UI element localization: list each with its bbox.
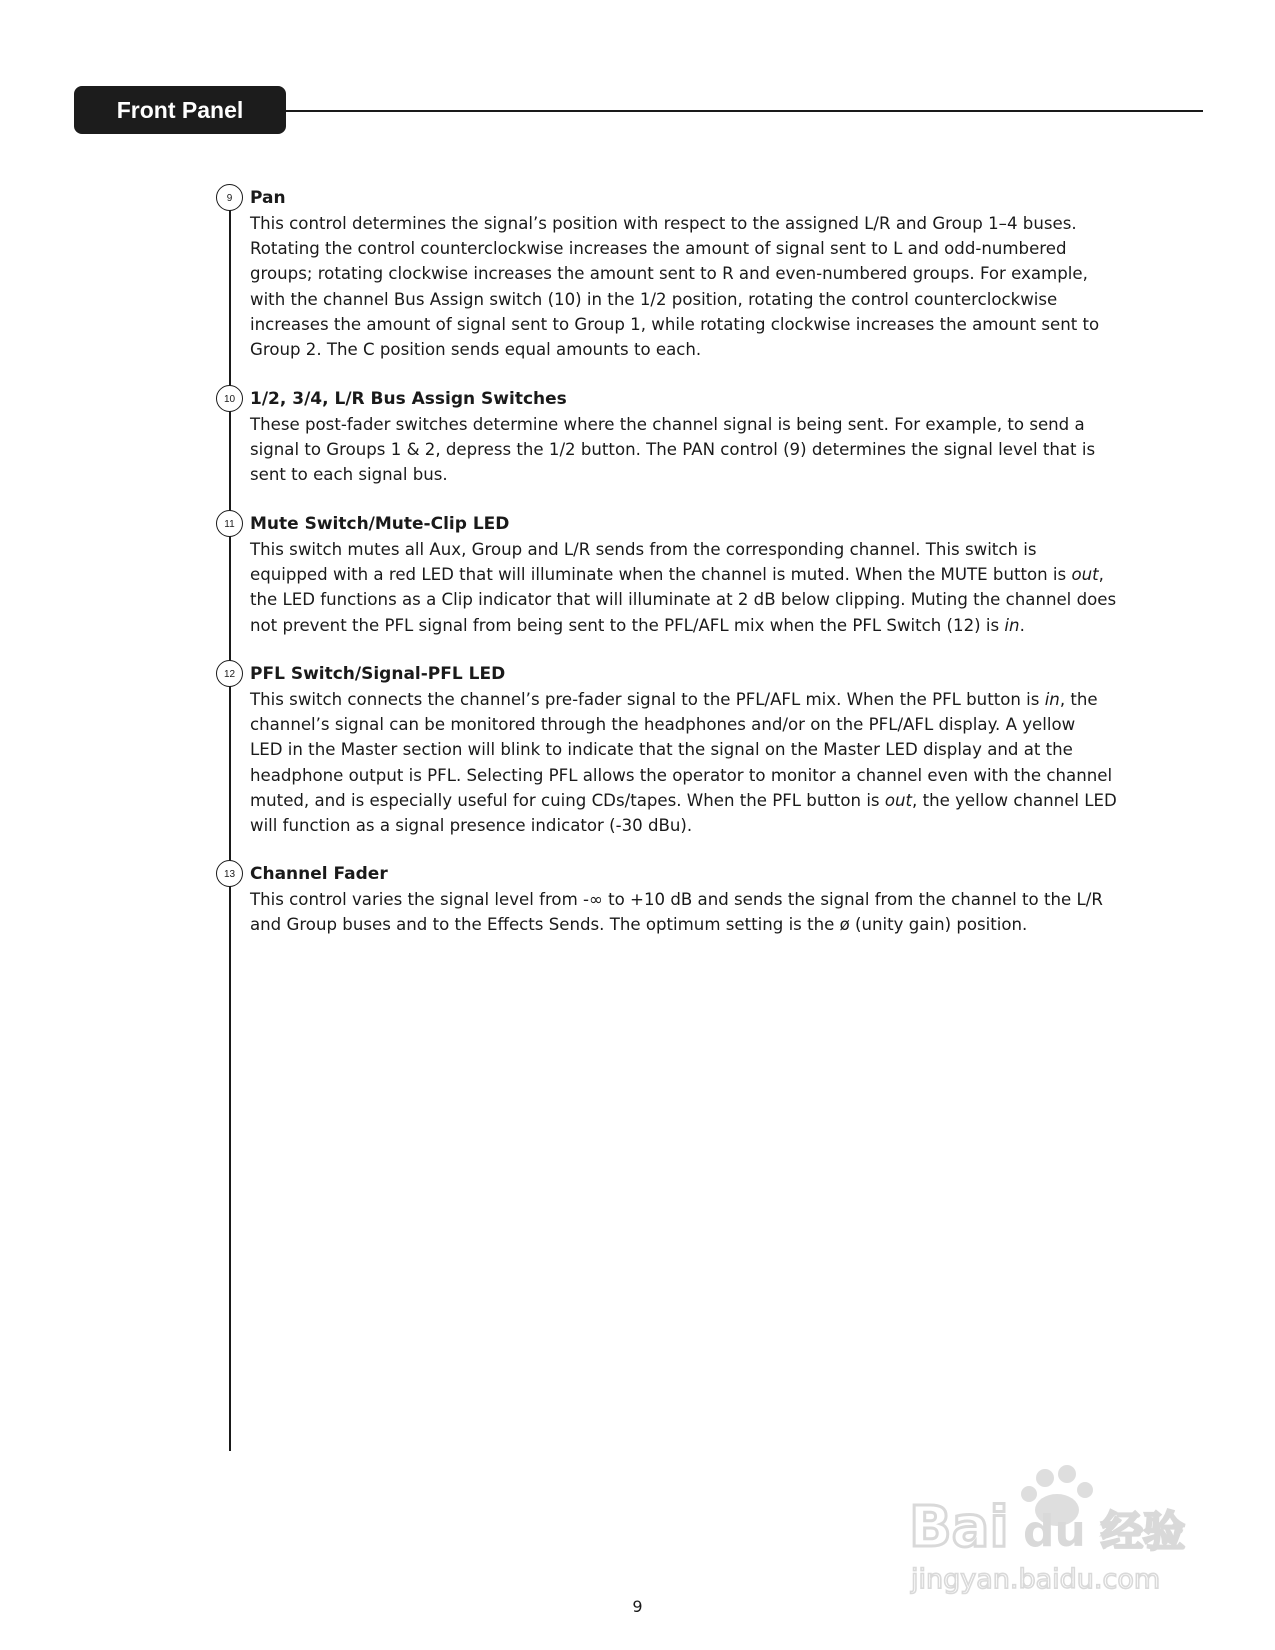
body-line: headphone output is PFL. Selecting PFL allows the operator to monitor a channel even with the channel (250, 765, 1113, 785)
section-body (250, 887, 1170, 937)
header-rule (280, 110, 1203, 112)
body-line: Group 2. The C position sends equal amounts to each. (250, 340, 702, 360)
svg-text:du: du (1023, 1506, 1086, 1557)
body-line: signal to Groups 1 & 2, depress the 1/2 button. The PAN control (9) determines the signal level that is (250, 440, 1096, 460)
body-line: increases the amount of signal sent to Group 1, while rotating clockwise increases the amount sent to (250, 314, 1100, 334)
svg-text:经验: 经验 (1101, 1507, 1186, 1556)
item-number-badge: 13 (216, 860, 243, 887)
section-bus-assign (223, 387, 1170, 488)
body-line: sent to each signal bus. (250, 465, 448, 485)
body-line: Rotating the control counterclockwise increases the amount of signal sent to L and odd-numbered (250, 239, 1067, 259)
body-line: not prevent the PFL signal from being sent to the PFL/AFL mix when the PFL Switch (12) is in. (250, 615, 1025, 635)
section-header-tab (74, 86, 286, 134)
body-line: This switch connects the channel’s pre-fader signal to the PFL/AFL mix. When the PFL button is in, the (250, 690, 1098, 709)
section-title: PFL Switch/Signal-PFL LED (250, 664, 506, 684)
item-number-badge: 12 (216, 660, 243, 687)
section-pfl-switch (223, 662, 1170, 838)
section-title: Pan (250, 188, 286, 208)
section-header-title: Front Panel (116, 97, 244, 123)
section-title: Mute Switch/Mute-Clip LED (250, 514, 510, 534)
section-body (250, 687, 1170, 838)
body-line: groups; rotating clockwise increases the amount sent to R and even-numbered groups. For example, (250, 264, 1088, 284)
section-mute-switch (224, 512, 1170, 638)
section-pan (226, 186, 1170, 362)
baidu-watermark-logo (905, 1460, 1205, 1600)
body-line: LED in the Master section will blink to indicate that the signal on the Master LED display and at the (250, 740, 1073, 760)
body-line: muted, and is especially useful for cuing CDs/tapes. When the PFL button is out, the yellow channel LED (250, 790, 1117, 810)
section-channel-fader (223, 862, 1170, 937)
svg-text:jingyan.baidu.com: jingyan.baidu.com (911, 1564, 1161, 1595)
body-line: This control determines the signal’s position with respect to the assigned L/R and Group 1–4 buses. (250, 214, 1077, 233)
section-title: Channel Fader (250, 864, 388, 884)
section-body (250, 412, 1170, 488)
section-body (250, 537, 1170, 638)
page-number: 9 (632, 1597, 643, 1616)
section-title: 1/2, 3/4, L/R Bus Assign Switches (250, 389, 567, 409)
item-number-badge: 10 (216, 385, 243, 412)
body-line: will function as a signal presence indicator (-30 dBu). (250, 816, 693, 836)
body-line: channel’s signal can be monitored through the headphones and/or on the PFL/AFL display. A yellow (250, 715, 1076, 735)
section-body (250, 211, 1170, 362)
body-line: with the channel Bus Assign switch (10) in the 1/2 position, rotating the control counterclockwise (250, 289, 1058, 309)
body-line: equipped with a red LED that will illuminate when the channel is muted. When the MUTE button is out, (250, 565, 1104, 585)
item-number-badge: 9 (216, 184, 243, 211)
body-line: and Group buses and to the Effects Sends. The optimum setting is the ø (unity gain) position. (250, 915, 1028, 935)
body-line: These post-fader switches determine where the channel signal is being sent. For example, to send a (250, 415, 1085, 434)
svg-text:Bai: Bai (909, 1495, 1009, 1560)
body-line: This control varies the signal level from -∞ to +10 dB and sends the signal from the channel to the L/R (250, 890, 1103, 909)
item-number-badge: 11 (216, 510, 243, 537)
body-line: This switch mutes all Aux, Group and L/R sends from the corresponding channel. This switch is (250, 540, 1037, 559)
body-line: the LED functions as a Clip indicator that will illuminate at 2 dB below clipping. Muting the channel does (250, 590, 1117, 610)
